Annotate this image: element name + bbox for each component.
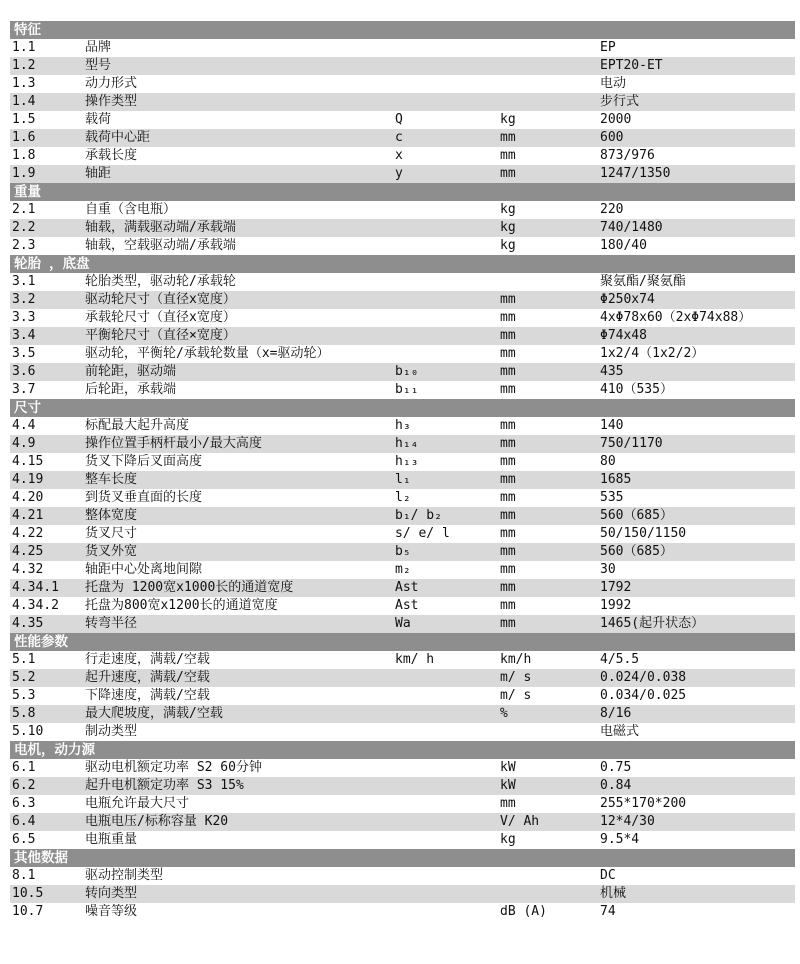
spec-row xyxy=(10,669,795,687)
spec-row xyxy=(10,777,795,795)
spec-cell-symbol: l₁ xyxy=(395,472,411,487)
spec-cell-symbol xyxy=(385,273,490,291)
spec-cell-no: 4.15 xyxy=(12,454,44,469)
spec-cell-no: 1.1 xyxy=(12,40,36,55)
spec-cell-no: 4.32 xyxy=(12,562,44,577)
spec-cell-no: 4.20 xyxy=(12,490,44,505)
spec-cell-symbol xyxy=(385,813,490,831)
spec-cell-unit xyxy=(490,885,590,903)
spec-cell-no: 4.9 xyxy=(12,436,36,451)
spec-cell-unit: kg xyxy=(500,832,516,847)
spec-cell-symbol: Ast xyxy=(395,598,419,613)
spec-cell-symbol xyxy=(385,39,490,57)
spec-cell-value: EPT20-ET xyxy=(600,58,663,73)
spec-cell-value: 1465(起升状态） xyxy=(600,616,705,631)
spec-cell-value: 30 xyxy=(600,562,616,577)
spec-cell-unit: mm xyxy=(500,796,516,811)
spec-cell-unit: kg xyxy=(500,112,516,127)
spec-row xyxy=(10,795,795,813)
spec-cell-label: 动力形式 xyxy=(85,76,138,91)
spec-cell-unit xyxy=(490,723,590,741)
spec-cell-value: 435 xyxy=(600,364,624,379)
spec-cell-no: 1.6 xyxy=(12,130,36,145)
spec-cell-value: 180/40 xyxy=(600,238,647,253)
spec-cell-unit: mm xyxy=(500,346,516,361)
spec-cell-unit xyxy=(490,39,590,57)
spec-cell-label: 轴距中心处离地间隙 xyxy=(85,562,203,577)
spec-cell-symbol: y xyxy=(395,166,403,181)
spec-cell-symbol xyxy=(385,885,490,903)
spec-cell-value: EP xyxy=(600,40,616,55)
spec-row xyxy=(10,525,795,543)
spec-cell-unit: dB (A) xyxy=(500,904,547,919)
section-header: 轮胎 ，底盘 xyxy=(10,255,795,273)
section-header: 其他数据 xyxy=(10,849,795,867)
spec-cell-label: 制动类型 xyxy=(85,724,138,739)
spec-row xyxy=(10,867,795,885)
spec-cell-symbol: b₅ xyxy=(395,544,411,559)
spec-cell-label: 驱动电机额定功率 S2 60分钟 xyxy=(85,760,262,775)
spec-cell-label: 起升电机额定功率 S3 15% xyxy=(85,778,244,793)
spec-cell-label: 品牌 xyxy=(85,40,112,55)
spec-cell-no: 8.1 xyxy=(12,868,36,883)
spec-row xyxy=(10,543,795,561)
spec-cell-symbol: m₂ xyxy=(395,562,411,577)
spec-cell-no: 6.3 xyxy=(12,796,36,811)
spec-row xyxy=(10,57,795,75)
spec-cell-unit: mm xyxy=(500,472,516,487)
spec-cell-symbol: c xyxy=(395,130,403,145)
spec-cell-value: 1247/1350 xyxy=(600,166,671,181)
spec-cell-label: 轴距 xyxy=(85,166,112,181)
spec-cell-label: 轮胎类型，驱动轮/承载轮 xyxy=(85,274,236,289)
spec-cell-unit xyxy=(490,57,590,75)
spec-cell-symbol xyxy=(385,93,490,111)
spec-row xyxy=(10,561,795,579)
spec-cell-label: 承载轮尺寸（直径x宽度） xyxy=(85,310,236,325)
spec-cell-label: 轴载，满载驱动端/承载端 xyxy=(85,220,236,235)
spec-cell-no: 4.22 xyxy=(12,526,44,541)
spec-cell-unit: mm xyxy=(500,328,516,343)
spec-cell-unit: mm xyxy=(500,580,516,595)
spec-cell-no: 1.9 xyxy=(12,166,36,181)
spec-cell-label: 行走速度，满载/空载 xyxy=(85,652,210,667)
spec-row xyxy=(10,723,795,741)
spec-row xyxy=(10,39,795,57)
spec-cell-no: 3.2 xyxy=(12,292,36,307)
spec-table xyxy=(10,21,795,921)
spec-row xyxy=(10,147,795,165)
spec-cell-value: 2000 xyxy=(600,112,632,127)
spec-row xyxy=(10,831,795,849)
spec-cell-symbol: h₁₄ xyxy=(395,436,419,451)
spec-cell-no: 10.7 xyxy=(12,904,44,919)
spec-row xyxy=(10,759,795,777)
spec-cell-no: 5.3 xyxy=(12,688,36,703)
spec-row xyxy=(10,687,795,705)
spec-cell-value: 0.75 xyxy=(600,760,632,775)
spec-cell-label: 起升速度，满载/空载 xyxy=(85,670,210,685)
spec-cell-symbol: s/ e/ l xyxy=(395,526,450,541)
spec-cell-no: 2.1 xyxy=(12,202,36,217)
spec-cell-label: 驱动控制类型 xyxy=(85,868,164,883)
spec-cell-symbol xyxy=(385,345,490,363)
spec-cell-value: 1992 xyxy=(600,598,632,613)
spec-cell-no: 6.5 xyxy=(12,832,36,847)
spec-cell-unit: % xyxy=(500,706,508,721)
spec-cell-no: 2.2 xyxy=(12,220,36,235)
spec-cell-label: 载荷中心距 xyxy=(85,130,151,145)
spec-cell-unit: kW xyxy=(500,778,516,793)
spec-cell-unit: mm xyxy=(500,418,516,433)
section-header: 尺寸 xyxy=(10,399,795,417)
spec-cell-label: 噪音等级 xyxy=(85,904,138,919)
spec-cell-no: 4.19 xyxy=(12,472,44,487)
spec-cell-symbol: h₃ xyxy=(395,418,411,433)
spec-cell-symbol xyxy=(385,795,490,813)
spec-cell-symbol: b₁₁ xyxy=(395,382,419,397)
spec-cell-no: 4.21 xyxy=(12,508,44,523)
spec-cell-no: 10.5 xyxy=(12,886,44,901)
spec-cell-no: 3.1 xyxy=(12,274,36,289)
spec-cell-symbol xyxy=(385,291,490,309)
spec-cell-value: 4/5.5 xyxy=(600,652,640,667)
spec-cell-value: 80 xyxy=(600,454,616,469)
spec-row xyxy=(10,165,795,183)
spec-row xyxy=(10,111,795,129)
spec-cell-value: Φ250x74 xyxy=(600,292,655,307)
spec-cell-no: 5.1 xyxy=(12,652,36,667)
spec-cell-no: 3.4 xyxy=(12,328,36,343)
spec-cell-label: 平衡轮尺寸（直径×宽度） xyxy=(85,328,236,343)
spec-cell-no: 6.2 xyxy=(12,778,36,793)
spec-row xyxy=(10,417,795,435)
spec-row xyxy=(10,651,795,669)
spec-row xyxy=(10,219,795,237)
spec-row xyxy=(10,453,795,471)
spec-cell-symbol xyxy=(385,669,490,687)
spec-cell-label: 货叉尺寸 xyxy=(85,526,138,541)
spec-cell-symbol: Q xyxy=(395,112,403,127)
spec-row xyxy=(10,885,795,903)
spec-cell-unit: mm xyxy=(500,148,516,163)
section-header: 性能参数 xyxy=(10,633,795,651)
spec-cell-no: 4.4 xyxy=(12,418,36,433)
spec-row xyxy=(10,615,795,633)
spec-cell-unit: mm xyxy=(500,544,516,559)
spec-cell-symbol xyxy=(385,327,490,345)
spec-cell-symbol xyxy=(385,903,490,921)
spec-cell-label: 转弯半径 xyxy=(85,616,138,631)
spec-cell-value: 873/976 xyxy=(600,148,655,163)
spec-cell-value: 1685 xyxy=(600,472,632,487)
spec-cell-no: 1.4 xyxy=(12,94,36,109)
spec-cell-no: 5.8 xyxy=(12,706,36,721)
spec-cell-unit: m/ s xyxy=(500,670,532,685)
spec-cell-unit: mm xyxy=(500,526,516,541)
spec-cell-value: 50/150/1150 xyxy=(600,526,687,541)
spec-cell-no: 1.8 xyxy=(12,148,36,163)
spec-cell-no: 4.34.2 xyxy=(12,598,59,613)
spec-cell-no: 1.5 xyxy=(12,112,36,127)
spec-cell-symbol xyxy=(385,831,490,849)
spec-row xyxy=(10,309,795,327)
spec-cell-unit: mm xyxy=(500,598,516,613)
spec-cell-symbol xyxy=(385,723,490,741)
spec-cell-unit xyxy=(490,75,590,93)
spec-cell-unit: mm xyxy=(500,562,516,577)
spec-cell-unit: mm xyxy=(500,508,516,523)
spec-cell-value: 0.034/0.025 xyxy=(600,688,687,703)
spec-row xyxy=(10,75,795,93)
spec-cell-unit xyxy=(490,93,590,111)
spec-cell-value: 140 xyxy=(600,418,624,433)
spec-cell-no: 6.4 xyxy=(12,814,36,829)
spec-cell-no: 3.5 xyxy=(12,346,36,361)
spec-cell-symbol: Wa xyxy=(395,616,411,631)
spec-cell-label: 操作类型 xyxy=(85,94,138,109)
spec-cell-label: 托盘为 1200宽x1000长的通道宽度 xyxy=(85,580,294,595)
spec-row xyxy=(10,507,795,525)
spec-cell-no: 3.6 xyxy=(12,364,36,379)
spec-row xyxy=(10,201,795,219)
spec-cell-unit: km/h xyxy=(500,652,532,667)
spec-cell-unit: mm xyxy=(500,436,516,451)
spec-cell-symbol: h₁₃ xyxy=(395,454,419,469)
spec-row xyxy=(10,363,795,381)
section-header: 电机，动力源 xyxy=(10,741,795,759)
spec-cell-value: 750/1170 xyxy=(600,436,663,451)
spec-cell-symbol xyxy=(385,687,490,705)
spec-cell-label: 托盘为800宽x1200长的通道宽度 xyxy=(85,598,278,613)
spec-cell-value: Φ74x48 xyxy=(600,328,647,343)
spec-row xyxy=(10,435,795,453)
spec-cell-label: 标配最大起升高度 xyxy=(85,418,190,433)
spec-row xyxy=(10,597,795,615)
spec-cell-unit: m/ s xyxy=(500,688,532,703)
section-header: 重量 xyxy=(10,183,795,201)
spec-cell-label: 轴载，空载驱动端/承载端 xyxy=(85,238,236,253)
spec-cell-no: 5.10 xyxy=(12,724,44,739)
spec-row xyxy=(10,129,795,147)
spec-row xyxy=(10,273,795,291)
spec-cell-symbol xyxy=(385,867,490,885)
spec-cell-label: 电瓶重量 xyxy=(85,832,138,847)
spec-cell-label: 整车长度 xyxy=(85,472,138,487)
spec-cell-value: 600 xyxy=(600,130,624,145)
spec-cell-unit: mm xyxy=(500,490,516,505)
spec-cell-unit: mm xyxy=(500,616,516,631)
section-header: 特征 xyxy=(10,21,795,39)
spec-cell-no: 4.35 xyxy=(12,616,44,631)
spec-cell-label: 驱动轮尺寸（直径x宽度） xyxy=(85,292,236,307)
spec-cell-symbol xyxy=(385,237,490,255)
spec-cell-label: 电瓶允许最大尺寸 xyxy=(85,796,190,811)
spec-row xyxy=(10,579,795,597)
spec-cell-label: 电瓶电压/标称容量 K20 xyxy=(85,814,229,829)
spec-cell-unit: mm xyxy=(500,292,516,307)
spec-cell-value: 8/16 xyxy=(600,706,632,721)
spec-cell-label: 整体宽度 xyxy=(85,508,138,523)
spec-row xyxy=(10,237,795,255)
spec-cell-value: 1792 xyxy=(600,580,632,595)
spec-cell-unit: mm xyxy=(500,454,516,469)
spec-row xyxy=(10,327,795,345)
spec-cell-symbol xyxy=(385,57,490,75)
spec-cell-label: 后轮距，承载端 xyxy=(85,382,177,397)
spec-row xyxy=(10,471,795,489)
spec-cell-value: 12*4/30 xyxy=(600,814,655,829)
spec-cell-unit: mm xyxy=(500,166,516,181)
spec-cell-value: 0.84 xyxy=(600,778,632,793)
spec-row xyxy=(10,903,795,921)
spec-cell-unit: kg xyxy=(500,238,516,253)
spec-cell-unit: mm xyxy=(500,382,516,397)
spec-cell-label: 到货叉垂直面的长度 xyxy=(85,490,203,505)
spec-cell-unit: kW xyxy=(500,760,516,775)
spec-cell-symbol: b₁/ b₂ xyxy=(395,508,442,523)
spec-cell-label: 载荷 xyxy=(85,112,112,127)
spec-cell-value: 步行式 xyxy=(600,94,640,109)
spec-cell-label: 自重（含电瓶） xyxy=(85,202,177,217)
spec-cell-value: 9.5*4 xyxy=(600,832,640,847)
spec-cell-unit: mm xyxy=(500,310,516,325)
spec-cell-value: 740/1480 xyxy=(600,220,663,235)
spec-cell-value: 560（685） xyxy=(600,508,673,523)
spec-cell-value: 74 xyxy=(600,904,616,919)
spec-cell-label: 货叉外宽 xyxy=(85,544,138,559)
spec-cell-value: 560（685） xyxy=(600,544,673,559)
spec-cell-value: 电磁式 xyxy=(600,724,640,739)
spec-cell-value: 535 xyxy=(600,490,624,505)
spec-cell-value: 4xΦ78x60（2xΦ74x88） xyxy=(600,310,752,325)
spec-cell-unit xyxy=(490,273,590,291)
spec-cell-unit: kg xyxy=(500,220,516,235)
spec-cell-no: 3.7 xyxy=(12,382,36,397)
spec-cell-value: 0.024/0.038 xyxy=(600,670,687,685)
spec-cell-no: 4.25 xyxy=(12,544,44,559)
spec-cell-symbol xyxy=(385,705,490,723)
spec-cell-value: 410（535） xyxy=(600,382,673,397)
spec-cell-no: 1.3 xyxy=(12,76,36,91)
spec-cell-no: 6.1 xyxy=(12,760,36,775)
spec-cell-unit: V/ Ah xyxy=(500,814,540,829)
spec-cell-symbol xyxy=(385,201,490,219)
spec-cell-unit xyxy=(490,867,590,885)
spec-row xyxy=(10,489,795,507)
spec-cell-no: 4.34.1 xyxy=(12,580,59,595)
spec-cell-value: 聚氨酯/聚氨酯 xyxy=(600,274,686,289)
spec-row xyxy=(10,345,795,363)
spec-cell-unit: mm xyxy=(500,130,516,145)
spec-cell-value: 机械 xyxy=(600,886,627,901)
spec-cell-no: 3.3 xyxy=(12,310,36,325)
spec-cell-label: 承载长度 xyxy=(85,148,138,163)
spec-cell-symbol xyxy=(385,759,490,777)
spec-cell-symbol xyxy=(385,219,490,237)
spec-row xyxy=(10,93,795,111)
spec-cell-label: 操作位置手柄杆最小/最大高度 xyxy=(85,436,262,451)
spec-cell-label: 最大爬坡度，满载/空载 xyxy=(85,706,223,721)
spec-cell-symbol: x xyxy=(395,148,403,163)
spec-cell-label: 转向类型 xyxy=(85,886,138,901)
spec-cell-label: 前轮距，驱动端 xyxy=(85,364,177,379)
spec-cell-no: 1.2 xyxy=(12,58,36,73)
spec-cell-label: 型号 xyxy=(85,58,112,73)
spec-cell-value: 220 xyxy=(600,202,624,217)
spec-cell-value: 255*170*200 xyxy=(600,796,687,811)
spec-cell-value: DC xyxy=(600,868,616,883)
spec-cell-no: 2.3 xyxy=(12,238,36,253)
spec-cell-symbol xyxy=(385,75,490,93)
spec-row xyxy=(10,813,795,831)
spec-cell-symbol: b₁₀ xyxy=(395,364,419,379)
spec-row xyxy=(10,381,795,399)
spec-row xyxy=(10,291,795,309)
spec-cell-symbol xyxy=(385,309,490,327)
spec-cell-symbol: Ast xyxy=(395,580,419,595)
spec-cell-label: 货叉下降后叉面高度 xyxy=(85,454,203,469)
spec-cell-value: 电动 xyxy=(600,76,627,91)
spec-cell-no: 5.2 xyxy=(12,670,36,685)
spec-cell-label: 下降速度，满载/空载 xyxy=(85,688,210,703)
spec-cell-symbol: km/ h xyxy=(395,652,435,667)
spec-cell-unit: kg xyxy=(500,202,516,217)
spec-cell-symbol xyxy=(385,777,490,795)
spec-cell-symbol: l₂ xyxy=(395,490,411,505)
spec-row xyxy=(10,705,795,723)
spec-cell-unit: mm xyxy=(500,364,516,379)
spec-cell-value: 1x2/4（1x2/2） xyxy=(600,346,705,361)
spec-cell-label: 驱动轮，平衡轮/承载轮数量（x=驱动轮） xyxy=(85,346,330,361)
